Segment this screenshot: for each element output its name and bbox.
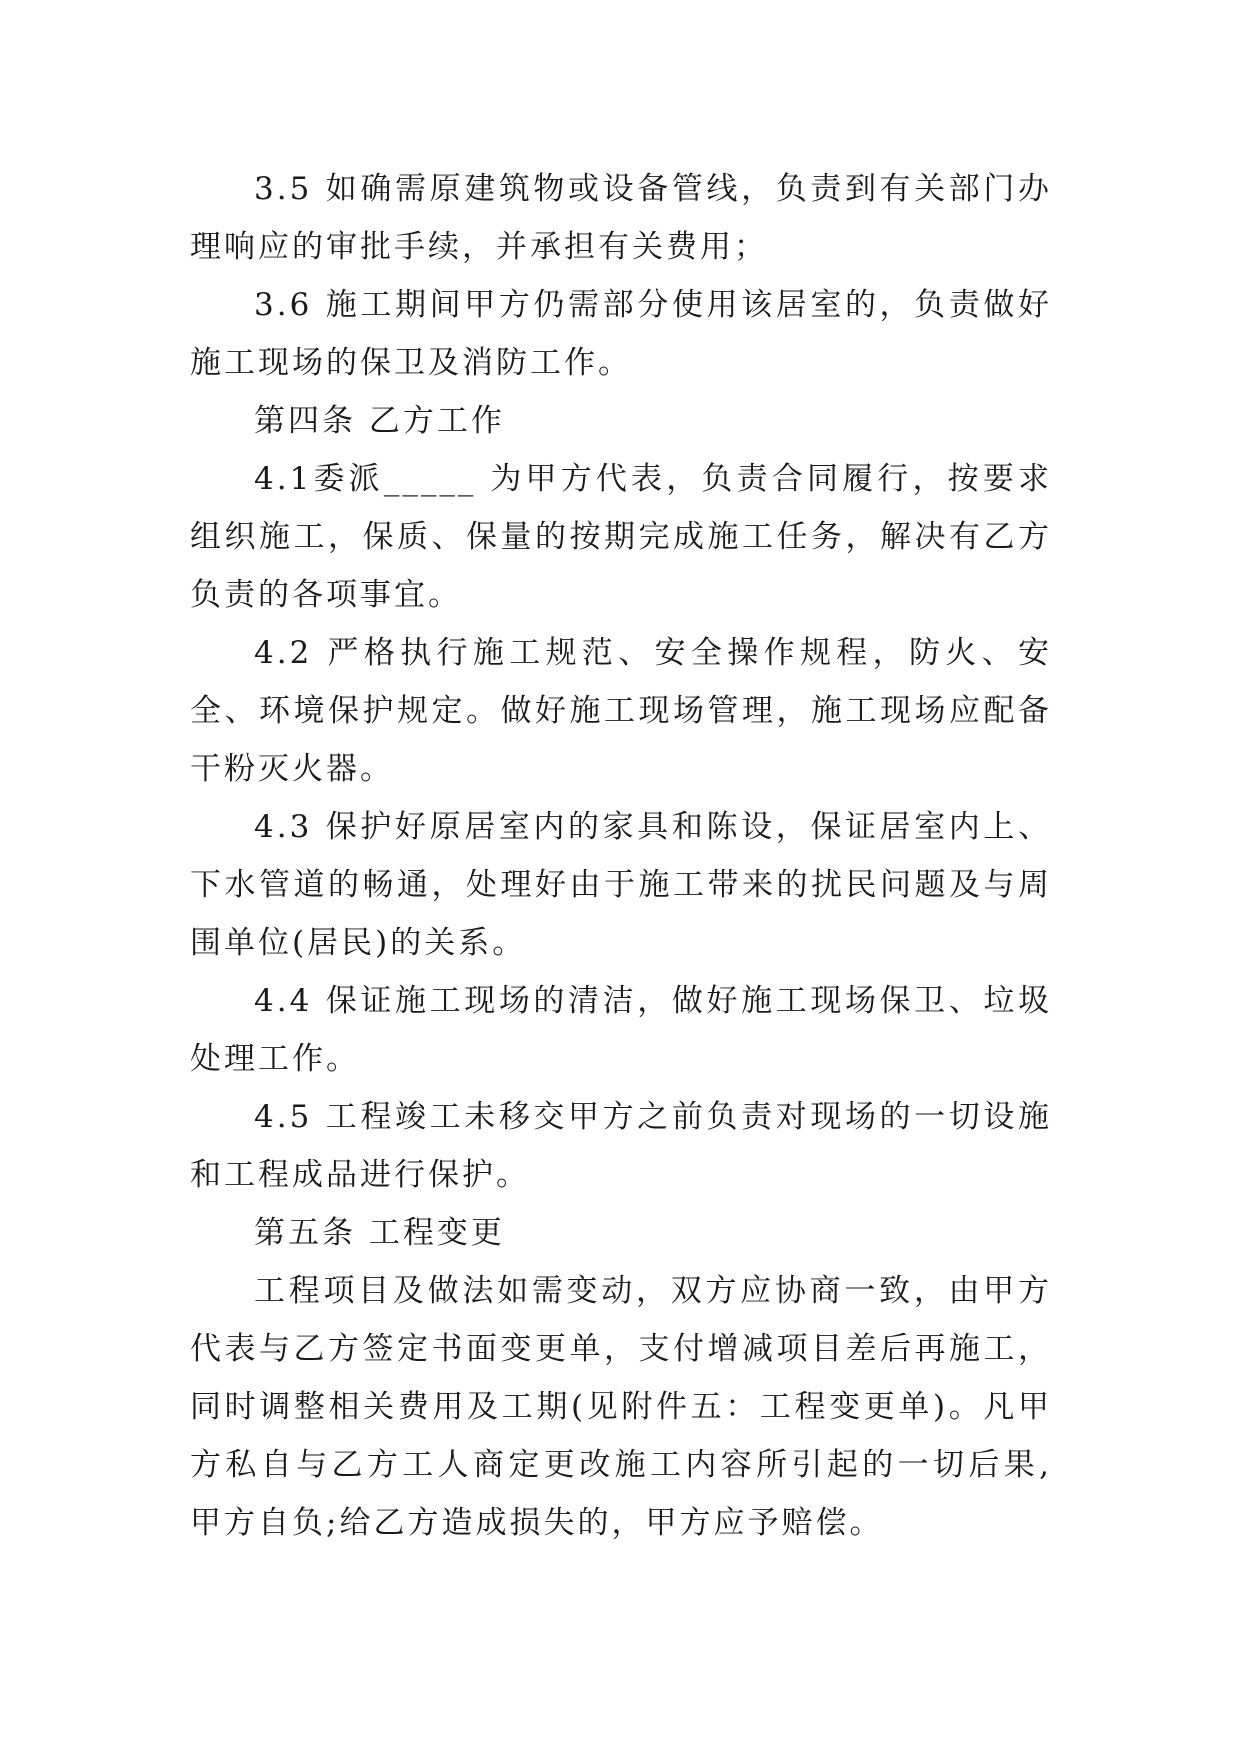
clause-3-6: 3.6 施工期间甲方仍需部分使用该居室的，负责做好施工现场的保卫及消防工作。 — [190, 287, 1052, 381]
clause-4-5: 4.5 工程竣工未移交甲方之前负责对现场的一切设施和工程成品进行保护。 — [190, 1099, 1052, 1193]
article-4-heading: 第四条 乙方工作 — [254, 403, 505, 439]
clause-4-1: 4.1委派_____ 为甲方代表，负责合同履行，按要求组织施工，保质、保量的按期完成施工任务，解决有乙方负责的各项事宜。 — [190, 461, 1052, 613]
clause-4-3: 4.3 保护好原居室内的家具和陈设，保证居室内上、下水管道的畅通，处理好由于施工带来的扰民问题及与周围单位(居民)的关系。 — [190, 809, 1052, 961]
article-5-body: 工程项目及做法如需变动，双方应协商一致，由甲方代表与乙方签定书面变更单，支付增减项目差后再施工，同时调整相关费用及工期(见附件五：工程变更单)。凡甲方私自与乙方工人商定更改施工内容所引起的一切后果,甲方自负;给乙方造成损失的，甲方应予赔偿。 — [190, 1273, 1052, 1541]
document-body — [190, 160, 1052, 1552]
article-5-heading: 第五条 工程变更 — [254, 1215, 505, 1251]
clause-4-2: 4.2 严格执行施工规范、安全操作规程，防火、安全、环境保护规定。做好施工现场管理，施工现场应配备干粉灭火器。 — [190, 635, 1052, 787]
clause-3-5: 3.5 如确需原建筑物或设备管线，负责到有关部门办理响应的审批手续，并承担有关费用； — [190, 171, 1052, 265]
clause-4-4: 4.4 保证施工现场的清洁，做好施工现场保卫、垃圾处理工作。 — [190, 983, 1052, 1077]
